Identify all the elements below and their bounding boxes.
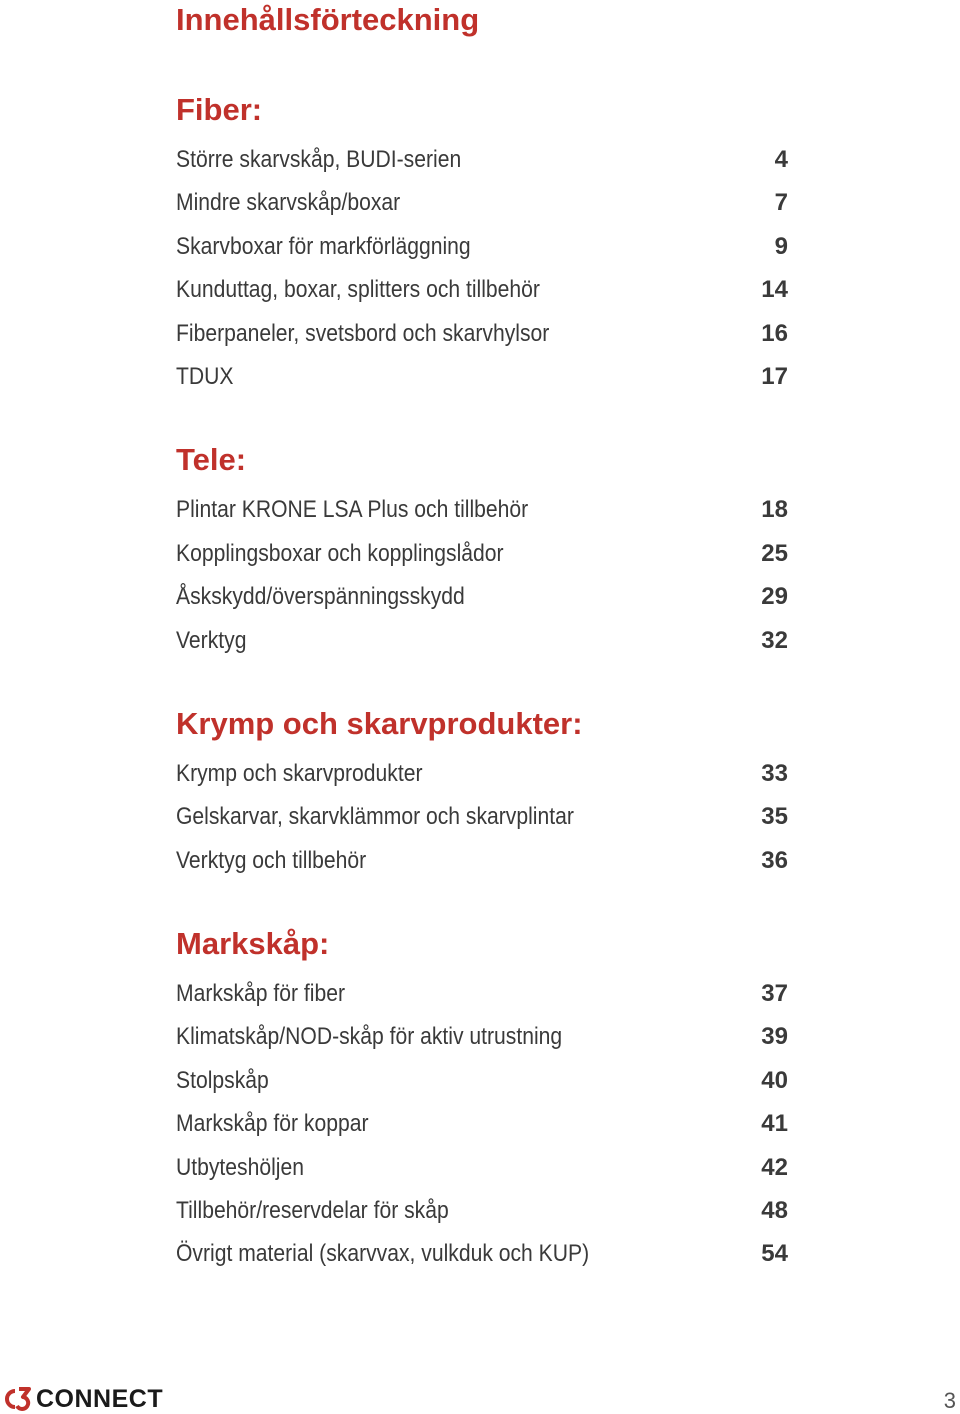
toc-entry-page: 32 (761, 626, 788, 654)
toc-entry (176, 268, 788, 311)
toc-entry (176, 181, 788, 224)
toc-section-markskap (176, 922, 788, 1276)
toc-entry (176, 752, 788, 795)
toc-entry-page: 18 (761, 496, 788, 524)
section-heading: Tele: (176, 442, 247, 478)
toc-entry-page: 4 (774, 146, 788, 173)
toc-entry-page: 7 (774, 189, 788, 217)
toc-entry (176, 532, 788, 575)
toc-entry-label: Kopplingsboxar och kopplingslådor (176, 539, 504, 567)
toc-entry-label: Åskskydd/överspänningsskydd (176, 583, 465, 611)
toc-entry (176, 575, 788, 618)
toc-entry-label: Krymp och skarvprodukter (176, 759, 423, 787)
toc-entry-label: Verktyg och tillbehör (176, 846, 367, 874)
toc-entry-label: Mindre skarvskåp/boxar (176, 189, 401, 217)
section-heading: Markskåp: (176, 926, 330, 962)
toc-entry (176, 488, 788, 531)
toc-entry (176, 972, 788, 1015)
toc-entry (176, 839, 788, 882)
section-heading: Krymp och skarvprodukter: (176, 705, 583, 741)
toc-entry (176, 312, 788, 355)
toc-entry-page: 16 (761, 319, 788, 347)
toc-entry-page: 54 (761, 1240, 788, 1268)
toc-entry (176, 795, 788, 838)
toc-entry-label: Gelskarvar, skarvklämmor och skarvplintar (176, 803, 574, 831)
toc-entry (176, 355, 788, 398)
section-heading: Fiber: (176, 92, 263, 127)
toc-entry-page: 36 (761, 846, 788, 874)
toc-entry-label: Större skarvskåp, BUDI-serien (176, 146, 462, 173)
toc-entry-page: 37 (761, 980, 788, 1008)
toc-entry-page: 40 (761, 1066, 788, 1094)
logo-text: CONNECT (36, 1384, 164, 1413)
toc-entry-label: Klimatskåp/NOD-skåp för aktiv utrustning (176, 1023, 563, 1051)
toc-entry-page: 39 (761, 1023, 788, 1051)
toc-entry-label: Markskåp för koppar (176, 1110, 369, 1138)
toc-entry-label: Markskåp för fiber (176, 980, 346, 1008)
toc-entry-page: 25 (761, 539, 788, 567)
toc-entry (176, 1146, 788, 1189)
toc-entry-page: 14 (761, 276, 788, 304)
toc-entry (176, 1059, 788, 1102)
toc-entry-label: Fiberpaneler, svetsbord och skarvhylsor (176, 319, 550, 347)
toc-entry-label: Övrigt material (skarvvax, vulkduk och KUP) (176, 1240, 590, 1268)
toc-entry-page: 33 (761, 759, 788, 787)
toc-entry-page: 29 (761, 583, 788, 611)
toc-entry-page: 9 (774, 232, 788, 260)
toc-entry (176, 138, 788, 181)
toc-entry-label: Verktyg (176, 626, 247, 654)
toc-section-tele (176, 438, 788, 662)
toc-entry (176, 225, 788, 268)
toc-entry-label: TDUX (176, 362, 234, 390)
toc-entry-label: Utbyteshöljen (176, 1153, 304, 1181)
toc-entry-page: 41 (761, 1110, 788, 1138)
page-title: Innehållsförteckning (176, 2, 480, 37)
table-of-contents (176, 88, 788, 1316)
toc-entry-page: 17 (761, 362, 788, 390)
toc-entry-page: 42 (761, 1153, 788, 1181)
toc-entry-label: Skarvboxar för markförläggning (176, 232, 471, 260)
c3-logo-icon (2, 1385, 40, 1413)
toc-entry-label: Stolpskåp (176, 1066, 269, 1094)
page-number: 3 (943, 1388, 956, 1413)
toc-entry (176, 1102, 788, 1145)
toc-entry (176, 1189, 788, 1232)
toc-section-krymp (176, 702, 788, 882)
toc-entry (176, 619, 788, 662)
toc-entry-label: Tillbehör/reservdelar för skåp (176, 1197, 449, 1225)
toc-entry (176, 1232, 788, 1275)
toc-entry-label: Kunduttag, boxar, splitters och tillbehör (176, 276, 540, 304)
toc-section-fiber (176, 88, 788, 398)
toc-entry-page: 35 (761, 803, 788, 831)
toc-entry-page: 48 (761, 1197, 788, 1225)
toc-entry (176, 1015, 788, 1058)
toc-entry-label: Plintar KRONE LSA Plus och tillbehör (176, 496, 529, 524)
company-logo (2, 1384, 163, 1414)
